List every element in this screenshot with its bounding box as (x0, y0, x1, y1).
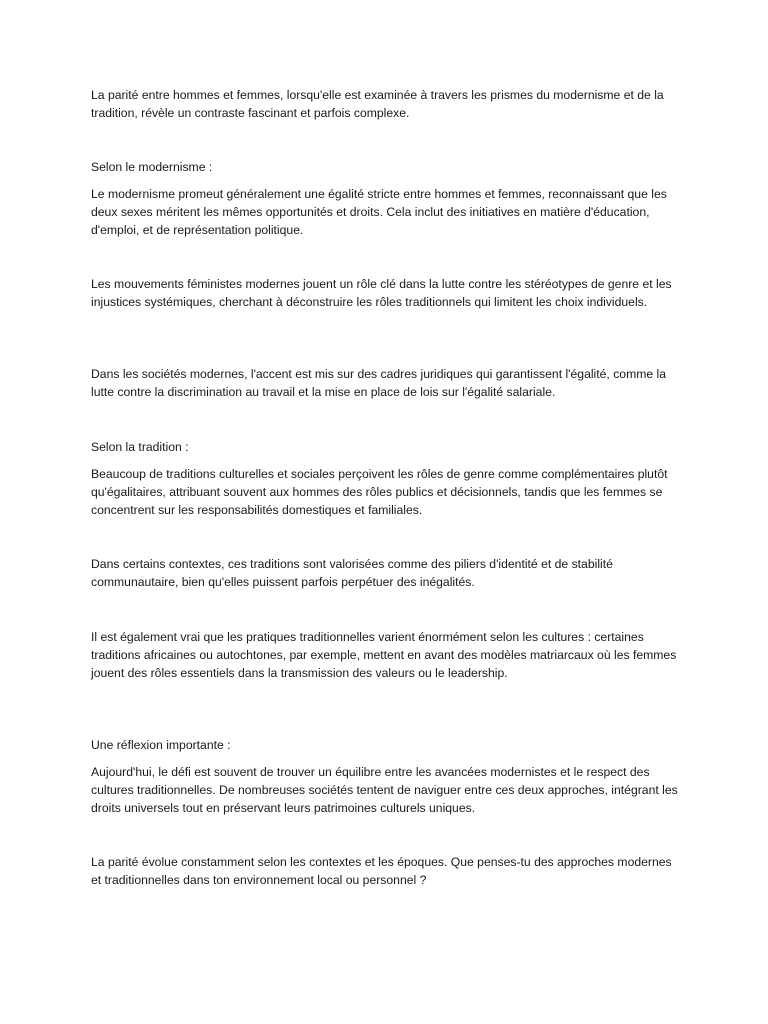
tradition-paragraph-3: Il est également vrai que les pratiques traditionnelles varient énormément selon les cultures : certaines traditions africaines ou autochtones, par exemple, mettent en avant des modèles matriarcaux où les femmes jouent des rôles essentiels dans la transmission des valeurs ou le leadership. (91, 630, 677, 680)
closing-paragraph: La parité évolue constamment selon les contextes et les époques. Que penses-tu des approches modernes et traditionnelles dans ton environnement local ou personnel ? (91, 855, 672, 887)
tradition-paragraph-1: Beaucoup de traditions culturelles et sociales perçoivent les rôles de genre comme complémentaires plutôt qu'égalitaires, attribuant souvent aux hommes des rôles publics et décisionnels, tandis que les femmes se concentrent sur les responsabilités domestiques et familiales. (91, 467, 668, 517)
modernism-paragraph-2: Les mouvements féministes modernes jouent un rôle clé dans la lutte contre les stéréotypes de genre et les injustices systémiques, cherchant à déconstruire les rôles traditionnels qui limitent les choix individuels. (91, 277, 672, 309)
modernism-paragraph-1: Le modernisme promeut généralement une égalité stricte entre hommes et femmes, reconnaissant que les deux sexes méritent les mêmes opportunités et droits. Cela inclut des initiatives en matière d'éducation, d'emploi, et de représentation politique. (91, 187, 667, 237)
tradition-paragraph-2: Dans certains contextes, ces traditions sont valorisées comme des piliers d'identité et de stabilité communautaire, bien qu'elles puissent parfois perpétuer des inégalités. (91, 557, 613, 589)
section-heading-modernism: Selon le modernisme : (91, 160, 213, 174)
section-heading-reflection: Une réflexion importante : (91, 738, 231, 752)
intro-paragraph: La parité entre hommes et femmes, lorsqu'elle est examinée à travers les prismes du modernisme et de la tradition, révèle un contraste fascinant et parfois complexe. (91, 88, 664, 120)
section-heading-tradition: Selon la tradition : (91, 440, 189, 454)
reflection-paragraph: Aujourd'hui, le défi est souvent de trouver un équilibre entre les avancées modernistes et le respect des cultures traditionnelles. De nombreuses sociétés tentent de naviguer entre ces deux approches, intégrant les droits universels tout en préservant leurs patrimoines culturels uniques. (91, 765, 678, 815)
modernism-paragraph-3: Dans les sociétés modernes, l'accent est mis sur des cadres juridiques qui garantissent l'égalité, comme la lutte contre la discrimination au travail et la mise en place de lois sur l'égalité salariale. (91, 367, 667, 399)
